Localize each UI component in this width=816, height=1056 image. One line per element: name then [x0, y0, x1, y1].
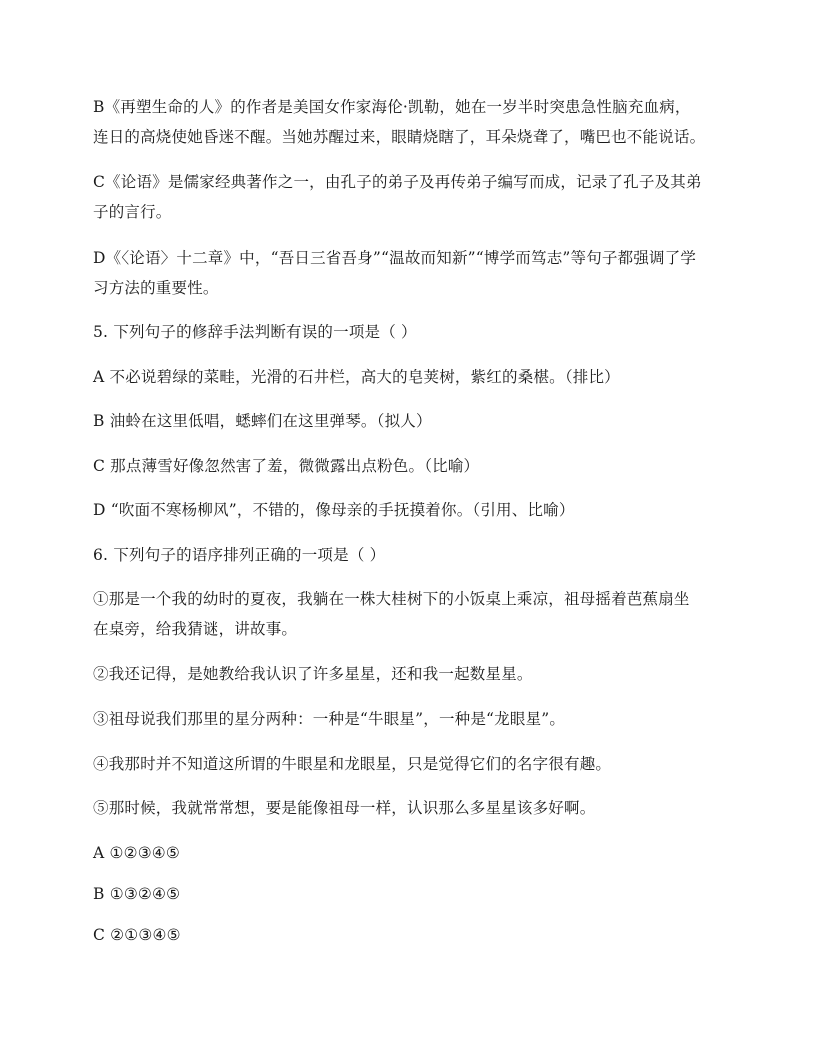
option-b-line-1: B《再塑生命的人》的作者是美国女作家海伦·凯勒，她在一岁半时突患急性脑充血病， [93, 98, 691, 116]
q6-option-a: A ①②③④⑤ [93, 844, 180, 862]
q6-sentence-1-line-1: ①那是一个我的幼时的夏夜，我躺在一株大桂树下的小饭桌上乘凉，祖母摇着芭蕉扇坐 [93, 590, 690, 608]
q6-sentence-4: ④我那时并不知道这所谓的牛眼星和龙眼星，只是觉得它们的名字很有趣。 [93, 755, 612, 773]
q6-sentence-3: ③祖母说我们那里的星分两种：一种是“牛眼星”，一种是“龙眼星”。 [93, 710, 566, 728]
q6-option-b: B ①③②④⑤ [93, 885, 181, 903]
q6-sentence-5: ⑤那时候，我就常常想，要是能像祖母一样，认识那么多星星该多好啊。 [93, 799, 596, 817]
option-b-line-2: 连日的高烧使她昏迷不醒。当她苏醒过来，眼睛烧瞎了，耳朵烧聋了，嘴巴也不能说话。 [93, 128, 706, 146]
option-c-line-2: 子的言行。 [93, 203, 172, 221]
q6-option-c: C ②①③④⑤ [93, 926, 181, 944]
q5-option-c: C 那点薄雪好像忽然害了羞，微微露出点粉色。（比喻） [93, 457, 480, 475]
question-5: 5. 下列句子的修辞手法判断有误的一项是（ ） [93, 323, 417, 341]
q6-sentence-1-line-2: 在桌旁，给我猜谜，讲故事。 [93, 620, 298, 638]
option-d-line-2: 习方法的重要性。 [93, 279, 219, 297]
q5-option-d: D “吹面不寒杨柳风”，不错的，像母亲的手抚摸着你。（引用、比喻） [93, 501, 575, 519]
q5-option-b: B 油蛉在这里低唱，蟋蟀们在这里弹琴。（拟人） [93, 412, 432, 430]
q6-sentence-2: ②我还记得，是她教给我认识了许多星星，还和我一起数星星。 [93, 665, 533, 683]
q5-option-a: A 不必说碧绿的菜畦，光滑的石井栏，高大的皂荚树，紫红的桑椹。（排比） [93, 368, 620, 386]
option-d-line-1: D《〈论语〉十二章》中，“吾日三省吾身”“温故而知新”“博学而笃志”等句子都强调了学 [93, 249, 697, 267]
option-c-line-1: C《论语》是儒家经典著作之一，由孔子的弟子及再传弟子编写而成，记录了孔子及其弟 [93, 173, 702, 191]
question-6: 6. 下列句子的语序排列正确的一项是（ ） [93, 546, 386, 564]
